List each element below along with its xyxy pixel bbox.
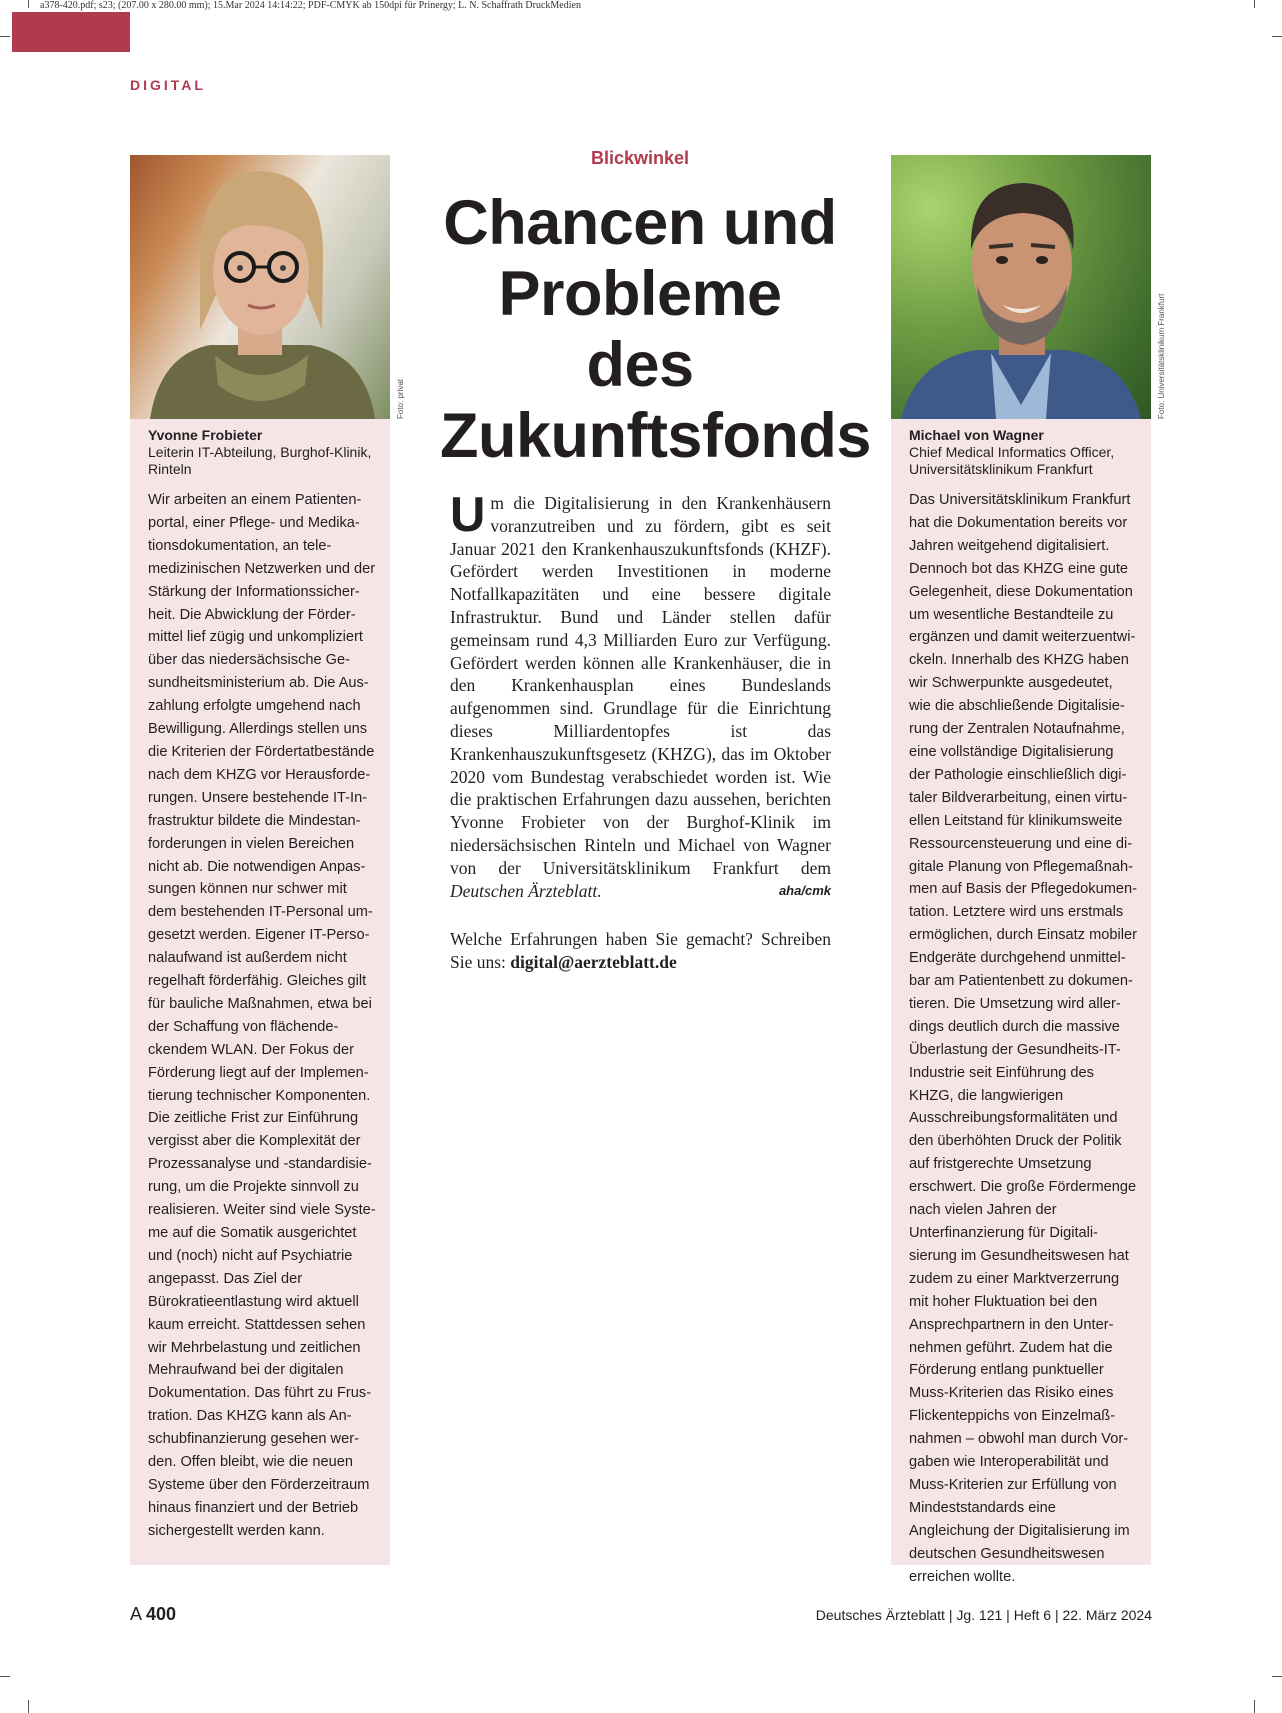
crop-mark — [1254, 1700, 1255, 1713]
footer-date: 22. März 2024 — [1062, 1607, 1152, 1623]
drop-cap: U — [450, 488, 486, 542]
statement-text-left: Wir arbeiten an einem Patientenportal, einer Pflege- und Medikationsdokumentation, an telemedizinischen Netzwerken und der Stärkung der Informationssicherheit. Die Abwicklung der Fördermittel lief zügig und unkompliziert über das niedersächsische Gesundheitsministerium ab. Die Auszahlung erfolgte umgehend nach Bewilligung. Allerdings stellen uns die Kriterien der Fördertatbestände nach dem KHZG vor Herausforderungen. Unsere bestehende IT-Infrastruktur bildete die Mindestanforderungen in vielen Bereichen nicht ab. Die notwendigen Anpassungen können nur schwer mit dem bestehenden IT-Personal umgesetzt werden. Eigener IT-Personalaufwand ist außerdem nicht regelhaft förderfähig. Gleiches gilt für bauliche Maßnahmen, etwa bei der Schaffung von flächendeckendem WLAN. Der Fokus der Förderung liegt auf der Implementierung technischer Komponenten. Die zeitliche Frist zur Einführung vergisst aber die Komplexität der Prozessanalyse und -standardisierung, um die Projekte sinnvoll zu realisieren. Weiter sind viele Systeme auf die Somatik ausgerichtet und (noch) nicht auf Psychiatrie angepasst. Das Ziel der Bürokratieentlastung wird aktuell kaum erreicht. Stattdessen sehen wir Mehrbelastung und zeitlichen Mehraufwand bei der digitalen Dokumentation. Das führt zu Frustration. Das KHZG kann als Anschubfinanzierung gesehen werden. Offen bleibt, wie die neuen Systeme über den Förderzeitraum hinaus finanziert und der Betrieb sichergestellt werden kann. — [148, 492, 376, 1539]
page-number — [130, 1604, 176, 1625]
kicker: Blickwinkel — [590, 148, 690, 168]
crop-mark — [0, 36, 10, 37]
contact-email-link[interactable]: digital@aerzteblatt.de — [510, 951, 677, 972]
journal-name: Deutschen Ärzteblatt. — [450, 880, 602, 901]
intro-paragraph — [450, 488, 831, 902]
question-text: Welche Erfahrungen haben Sie gemacht? Schreiben Sie uns: — [450, 929, 831, 972]
author-name-right: Michael von Wagner — [909, 427, 1044, 443]
statement-text-right: Das Universitätsklinikum Frankfurt hat die Dokumentation bereits vor Jahren weitgehend digitalisiert. Dennoch bot das KHZG eine gute Gelegenheit, diese Dokumentation um wesentliche Bestandteile zu ergänzen und damit weiterzuentwickeln. Innerhalb des KHZG haben wir Schwerpunkte ausgedeutet, wie die abschließende Digitalisierung der Zentralen Notaufnahme, eine vollständige Digitalisierung der Pathologie einschließlich digitaler Bildverarbeitung, einen virtuellen Leitstand für klinikumsweite Ressourcensteuerung und eine digitale Planung von Pflegemaßnahmen auf Basis der Pflegedokumentation. Letztere wird uns erstmals ermöglichen, durch Einsatz mobiler Endgeräte durchgehend unmittelbar am Patientenbett zu dokumentieren. Die Umsetzung wird allerdings deutlich durch die massive Überlastung der Gesundheits-IT-Industrie seit Einführung des KHZG, die langwierigen Ausschreibungsformalitäten und den überhöhten Druck der Politik auf fristgerechte Umsetzung erschwert. Die große Fördermenge nach vielen Jahren der Unterfinanzierung für Digitalisierung im Gesundheitswesen hat zudem zu einer Marktverzerrung mit hoher Fluktuation bei den Ansprechpartnern in den Unternehmen geführt. Zudem hat die Förderung entlang punktueller Muss-Kriterien das Risiko eines Flickenteppichs von Einzelmaßnahmen – obwohl man durch Vorgaben wie Interoperabilität und Muss-Kriterien zur Erfüllung von Mindeststandards eine Angleichung der Digitalisierung im deutschen Gesundheitswesen erreichen wollte. — [909, 492, 1137, 1585]
footer-journal: Deutsches Ärzteblatt — [815, 1607, 945, 1623]
headline-line: Probleme des — [498, 259, 782, 400]
headline-line: Zukunftsfonds — [440, 401, 871, 471]
print-slug: a378-420.pdf; s23; (207.00 x 280.00 mm); 15.Mar 2024 14:14:22; PDF-CMYK ab 150dpi für Prinergy; L. N. Schaffrath DruckMedien — [40, 0, 581, 11]
intro-text: m die Digitalisierung in den Krankenhäusern voranzutreiben und zu fördern, gibt es seit Januar 2021 den Krankenhauszukunftsfonds (KHZF). Gefördert werden Investitionen in moderne Notfallkapazitäten und eine bessere digitale Infrastruktur. Bund und Länder stellen dafür gemeinsam rund 4,3 Milliarden Euro zur Verfügung. Gefördert werden können alle Krankenhäuser, die in den Krankenhausplan eines Bundeslands aufgenommen sind. Grundlage für die Einrichtung dieses Milliardentopfes ist das Krankenhauszukunftsgesetz (KHZG), das im Oktober 2020 vom Bundestag verabschiedet worden ist. Wie die praktischen Erfahrungen dazu aussehen, berichten Yvonne Frobieter von der Burghof-Klinik im niedersächsischen Rinteln und Michael von Wagner von der Universitätsklinikum Frankfurt dem — [450, 493, 831, 878]
reader-question — [450, 928, 831, 974]
footer-issue: Heft 6 — [1013, 1607, 1052, 1623]
crop-mark — [28, 0, 29, 8]
footer-volume: Jg. 121 — [956, 1607, 1003, 1623]
portrait-photo-right — [891, 155, 1151, 419]
author-role-left-line2: Rinteln — [148, 461, 192, 477]
page-number-value: 400 — [146, 1604, 177, 1624]
author-role-right-line1: Chief Medical Informatics Officer, — [909, 444, 1115, 460]
crop-mark — [1254, 0, 1255, 8]
journal-footer: Deutsches Ärzteblatt | Jg. 121 | Heft 6 | 22. März 2024 — [815, 1607, 1152, 1623]
section-label: DIGITAL — [130, 77, 206, 93]
author-role-left-line1: Leiterin IT-Abteilung, Burghof-Klinik, — [148, 444, 372, 460]
headline — [440, 188, 871, 472]
crop-mark — [0, 1676, 10, 1677]
photo-credit-left: Foto: privat — [396, 378, 405, 419]
author-role-right-line2: Universitätsklinikum Frankfurt — [909, 461, 1093, 477]
headline-line: Chancen und — [443, 188, 837, 258]
crop-mark — [1272, 36, 1282, 37]
byline: aha/cmk — [778, 882, 831, 898]
statement-box-left — [130, 419, 390, 1565]
statement-box-right — [891, 419, 1151, 1585]
photo-credit-right: Foto: Universitätsklinikum Frankfurt — [1157, 293, 1166, 419]
section-color-tab — [12, 12, 130, 52]
crop-mark — [28, 1700, 29, 1713]
author-name-left: Yvonne Frobieter — [148, 427, 263, 443]
crop-mark — [1272, 1676, 1282, 1677]
page-prefix: A — [130, 1604, 142, 1624]
portrait-photo-left — [130, 155, 390, 419]
